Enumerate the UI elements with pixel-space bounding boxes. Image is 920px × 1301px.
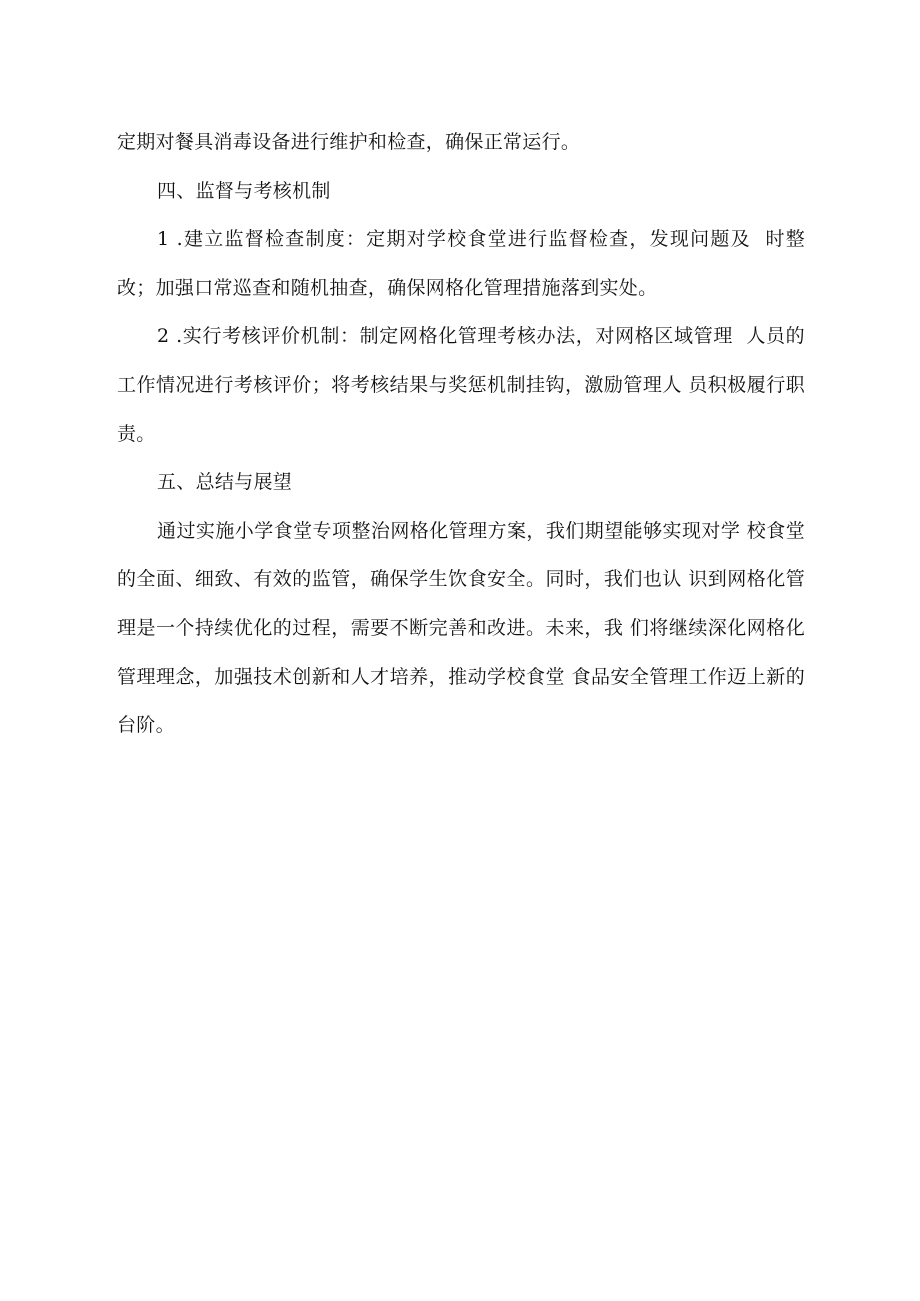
paragraph-assessment-mechanism: 2 .实行考核评价机制：制定网格化管理考核办法，对网格区域管理 人员的工作情况进行考核评价；将考核结果与奖惩机制挂钩，激励管理人 员积极履行职责。 xyxy=(117,325,805,445)
paragraph-summary-outlook: 通过实施小学食堂专项整治网格化管理方案，我们期望能够实现对学 校食堂的全面、细致、有效的监管，确保学生饮食安全。同时，我们也认 识到网格化管理是一个持续优化的过程，需要不断完善和改进。未来，我 们将继续深化网格化管理理念，加强技术创新和人才培养，推动学校食堂 食品安全管理工作迈上新的台阶。 xyxy=(117,519,805,737)
section-heading-supervision: 四、监督与考核机制 xyxy=(157,179,331,202)
document-body xyxy=(117,118,805,750)
paragraph-inspection-system: 1 .建立监督检查制度：定期对学校食堂进行监督检查，发现问题及 时整改；加强口常巡查和随机抽查，确保网格化管理措施落到实处。 xyxy=(117,228,805,299)
section-heading-summary: 五、总结与展望 xyxy=(157,471,293,494)
paragraph-continuation: 定期对餐具消毒设备进行维护和检查，确保正常运行。 xyxy=(117,131,581,153)
